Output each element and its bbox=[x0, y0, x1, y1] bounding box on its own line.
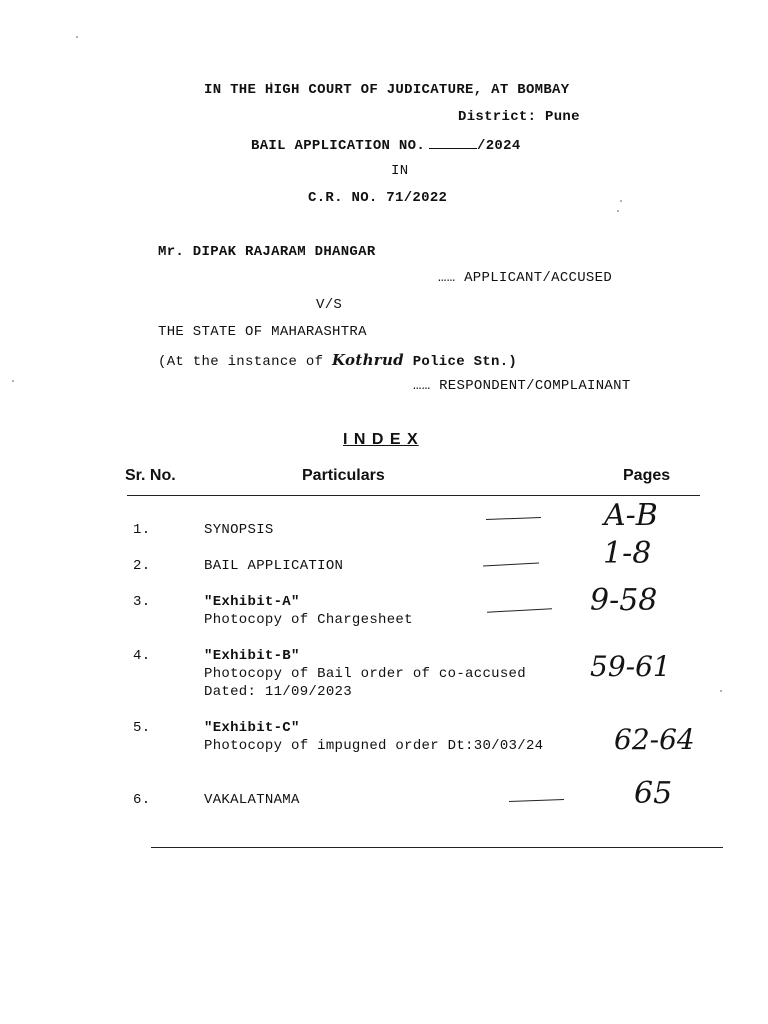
row-1-title: SYNOPSIS bbox=[204, 522, 274, 538]
footer-divider bbox=[151, 847, 723, 848]
row-2-pages: 1-8 bbox=[603, 536, 652, 571]
row-1-sr: 1. bbox=[133, 522, 151, 538]
cr-number: C.R. NO. 71/2022 bbox=[308, 190, 448, 206]
row-1-dash bbox=[486, 517, 541, 520]
row-3-description: Photocopy of Chargesheet bbox=[204, 612, 413, 628]
column-header-sr-no: Sr. No. bbox=[125, 467, 176, 484]
respondent-name: THE STATE OF MAHARASHTRA bbox=[158, 324, 367, 340]
row-5-sr: 5. bbox=[133, 720, 151, 736]
police-station-line bbox=[158, 351, 517, 370]
row-3-sr: 3. bbox=[133, 594, 151, 610]
police-station-handwritten: Kothrud bbox=[332, 351, 404, 369]
bail-application-year: /2024 bbox=[477, 138, 521, 154]
scan-speck bbox=[620, 200, 622, 202]
respondent-role: …… RESPONDENT/COMPLAINANT bbox=[413, 378, 631, 394]
court-heading: IN THE HIGH COURT OF JUDICATURE, AT BOMBAY bbox=[204, 82, 570, 98]
row-6-title: VAKALATNAMA bbox=[204, 792, 300, 808]
row-5-description: Photocopy of impugned order Dt:30/03/24 bbox=[204, 738, 544, 754]
row-3-dash bbox=[487, 608, 552, 612]
row-6-pages: 65 bbox=[634, 776, 673, 811]
index-title: I N D E X bbox=[343, 431, 419, 448]
versus-label: V/S bbox=[316, 297, 343, 313]
scan-speck bbox=[720, 690, 722, 692]
bail-application-label: BAIL APPLICATION NO. bbox=[251, 138, 426, 154]
row-2-sr: 2. bbox=[133, 558, 151, 574]
scan-speck bbox=[12, 380, 14, 382]
district-line: District: Pune bbox=[458, 109, 580, 125]
blank-number-line bbox=[429, 136, 477, 149]
row-4-description: Photocopy of Bail order of co-accused bbox=[204, 666, 526, 682]
instance-suffix: Police Stn.) bbox=[412, 354, 518, 370]
scan-speck bbox=[76, 36, 78, 38]
row-3-title: "Exhibit-A" bbox=[204, 594, 300, 610]
instance-prefix: (At the instance of bbox=[158, 354, 324, 370]
in-label: IN bbox=[391, 163, 409, 179]
column-header-pages: Pages bbox=[623, 467, 671, 484]
row-5-title: "Exhibit-C" bbox=[204, 720, 300, 736]
bail-application-number bbox=[251, 136, 521, 154]
applicant-role: …… APPLICANT/ACCUSED bbox=[438, 270, 613, 286]
row-6-dash bbox=[509, 799, 564, 802]
row-4-sr: 4. bbox=[133, 648, 151, 664]
row-2-dash bbox=[483, 563, 539, 567]
scan-speck bbox=[617, 210, 619, 212]
row-5-pages: 62-64 bbox=[614, 723, 695, 756]
row-6-sr: 6. bbox=[133, 792, 151, 808]
row-2-title: BAIL APPLICATION bbox=[204, 558, 344, 574]
column-header-particulars: Particulars bbox=[302, 467, 385, 484]
row-3-pages: 9-58 bbox=[590, 583, 658, 618]
row-4-pages: 59-61 bbox=[590, 650, 671, 683]
applicant-name: Mr. DIPAK RAJARAM DHANGAR bbox=[158, 244, 376, 260]
row-4-title: "Exhibit-B" bbox=[204, 648, 300, 664]
row-1-pages: A-B bbox=[604, 498, 658, 533]
header-divider bbox=[127, 495, 700, 496]
row-4-date: Dated: 11/09/2023 bbox=[204, 684, 352, 700]
